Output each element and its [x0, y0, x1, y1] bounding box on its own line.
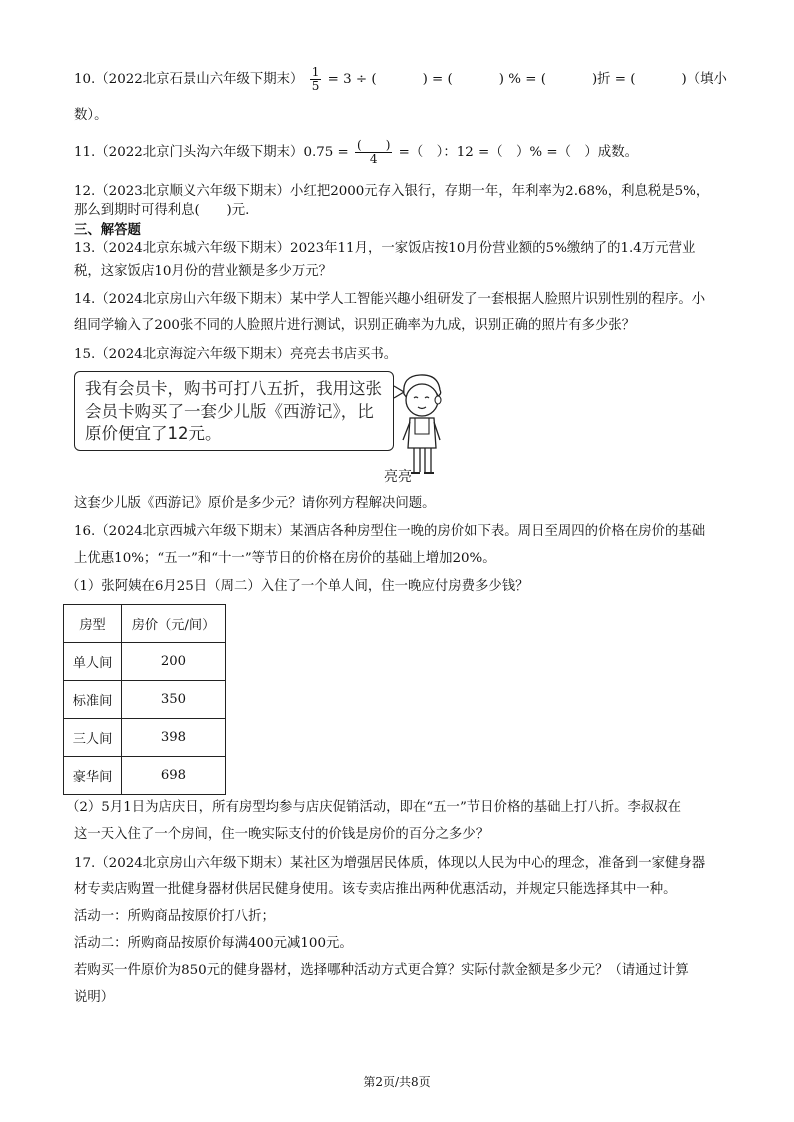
- section-title: 三、解答题: [74, 222, 141, 238]
- q12-line-1: 12.（2023北京顺义六年级下期末）小红把2000元存入银行，存期一年，年利率为2.68%，利息税是5%，: [74, 184, 710, 199]
- q13-line-2: 税，这家饭店10月份的营业额是多少万元？: [74, 264, 333, 279]
- q10-cont: 数）。: [74, 108, 108, 123]
- q11-fraction: [355, 139, 392, 166]
- q10-fraction: [310, 66, 322, 93]
- table-row: [64, 643, 226, 681]
- table-row: [64, 757, 226, 795]
- q10-part5: )（填小: [681, 72, 727, 87]
- bubble-line: 原价便宜了12元。: [85, 424, 222, 443]
- q15-line-1: 15.（2024北京海淀六年级下期末）亮亮去书店买书。: [74, 347, 398, 362]
- q10-part3: ) % = (: [498, 72, 546, 87]
- boy-caption: 亮亮: [384, 469, 412, 485]
- table-cell: 350: [122, 681, 226, 719]
- q17-line-1: 17.（2024北京房山六年级下期末）某社区为增强居民体质，体现以人民为中心的理念，准备到一家健身器: [74, 856, 706, 871]
- q10-prefix: 10.（2022北京石景山六年级下期末）: [74, 72, 304, 87]
- table-cell: 200: [122, 643, 226, 681]
- q11-frac-num: ( ): [357, 138, 391, 152]
- table-cell: 三人间: [64, 719, 122, 757]
- speech-bubble: [74, 371, 394, 451]
- q10-frac-den: 5: [311, 79, 320, 93]
- q16-line-1: 16.（2024北京西城六年级下期末）某酒店各种房型住一晚的房价如下表。周日至周四的价格在房价的基础: [74, 524, 706, 539]
- ear: [435, 396, 441, 404]
- q16-sub2-line-1: （2）5月1日为店庆日，所有房型均参与店庆促销活动，即在“五一”节日价格的基础上打八折。李叔叔在: [66, 800, 682, 815]
- legs: [414, 448, 431, 472]
- q11-line: [74, 139, 638, 166]
- q12-line-2: 那么到期时可得利息( )元.: [74, 203, 250, 218]
- q16-sub1: （1）张阿姨在6月25日（周二）入住了一个单人间，住一晚应付房费多少钱？: [66, 579, 529, 594]
- q17-question-line-2: 说明）: [74, 990, 115, 1005]
- boy-illustration: [390, 372, 452, 480]
- table-cell: 标准间: [64, 681, 122, 719]
- q17-activity-2: 活动二：所购商品按原价每满400元减100元。: [74, 936, 353, 951]
- q11-prefix: 11.（2022北京门头沟六年级下期末）0.75 =: [74, 145, 349, 160]
- q17-question-line-1: 若购买一件原价为850元的健身器材，选择哪种活动方式更合算？实际付款金额是多少元？（请通过计算: [74, 963, 689, 978]
- bubble-line: 会员卡购买了一套少儿版《西游记》，比: [85, 401, 374, 421]
- table-header-cell: 房价（元/间）: [122, 605, 226, 643]
- q17-line-2: 材专卖店购置一批健身器材供居民健身使用。该专卖店推出两种优惠活动，并规定只能选择其中一种。: [74, 882, 677, 897]
- q10-part1: = 3 ÷ (: [327, 72, 377, 87]
- bubble-pointer: [394, 386, 404, 398]
- table-row: [64, 719, 226, 757]
- table-row: [64, 681, 226, 719]
- q11-frac-den: 4: [369, 152, 378, 166]
- q13-line-1: 13.（2024北京东城六年级下期末）2023年11月，一家饭店按10月份营业额的5%缴纳了的1.4万元营业: [74, 241, 696, 256]
- bubble-line: 我有会员卡，购书可打八五折，我用这张: [85, 379, 382, 398]
- body: [408, 418, 436, 448]
- q10-part2: ) = (: [422, 72, 453, 87]
- q15-question: 这套少儿版《西游记》原价是多少元？请你列方程解决问题。: [74, 496, 436, 511]
- face: [406, 384, 438, 416]
- q10-part4: )折 = (: [591, 72, 636, 87]
- room-rate-table: [63, 604, 226, 795]
- q16-line-2: 上优惠10%；“五一”和“十一”等节日的价格在房价的基础上增加20%。: [74, 551, 496, 566]
- q16-sub2-line-2: 这一天入住了一个房间，住一晚实际支付的价钱是房价的百分之多少？: [74, 827, 490, 842]
- table-header-row: [64, 605, 226, 643]
- table-cell: 豪华间: [64, 757, 122, 795]
- table-cell: 398: [122, 719, 226, 757]
- q11-rest: =（ ）：12 =（ ）% =（ ）成数。: [398, 145, 638, 160]
- table-cell: 698: [122, 757, 226, 795]
- q10-frac-num: 1: [311, 65, 320, 79]
- page-number: 第2页/共8页: [363, 1075, 431, 1089]
- table-header-cell: 房型: [64, 605, 122, 643]
- q14-line-1: 14.（2024北京房山六年级下期末）某中学人工智能兴趣小组研发了一套根据人脸照片识别性别的程序。小: [74, 292, 706, 307]
- table-cell: 单人间: [64, 643, 122, 681]
- q17-activity-1: 活动一：所购商品按原价打八折；: [74, 909, 275, 924]
- q14-line-2: 组同学输入了200张不同的人脸照片进行测试，识别正确率为九成，识别正确的照片有多少张？: [74, 318, 636, 333]
- q10-line: [74, 66, 727, 93]
